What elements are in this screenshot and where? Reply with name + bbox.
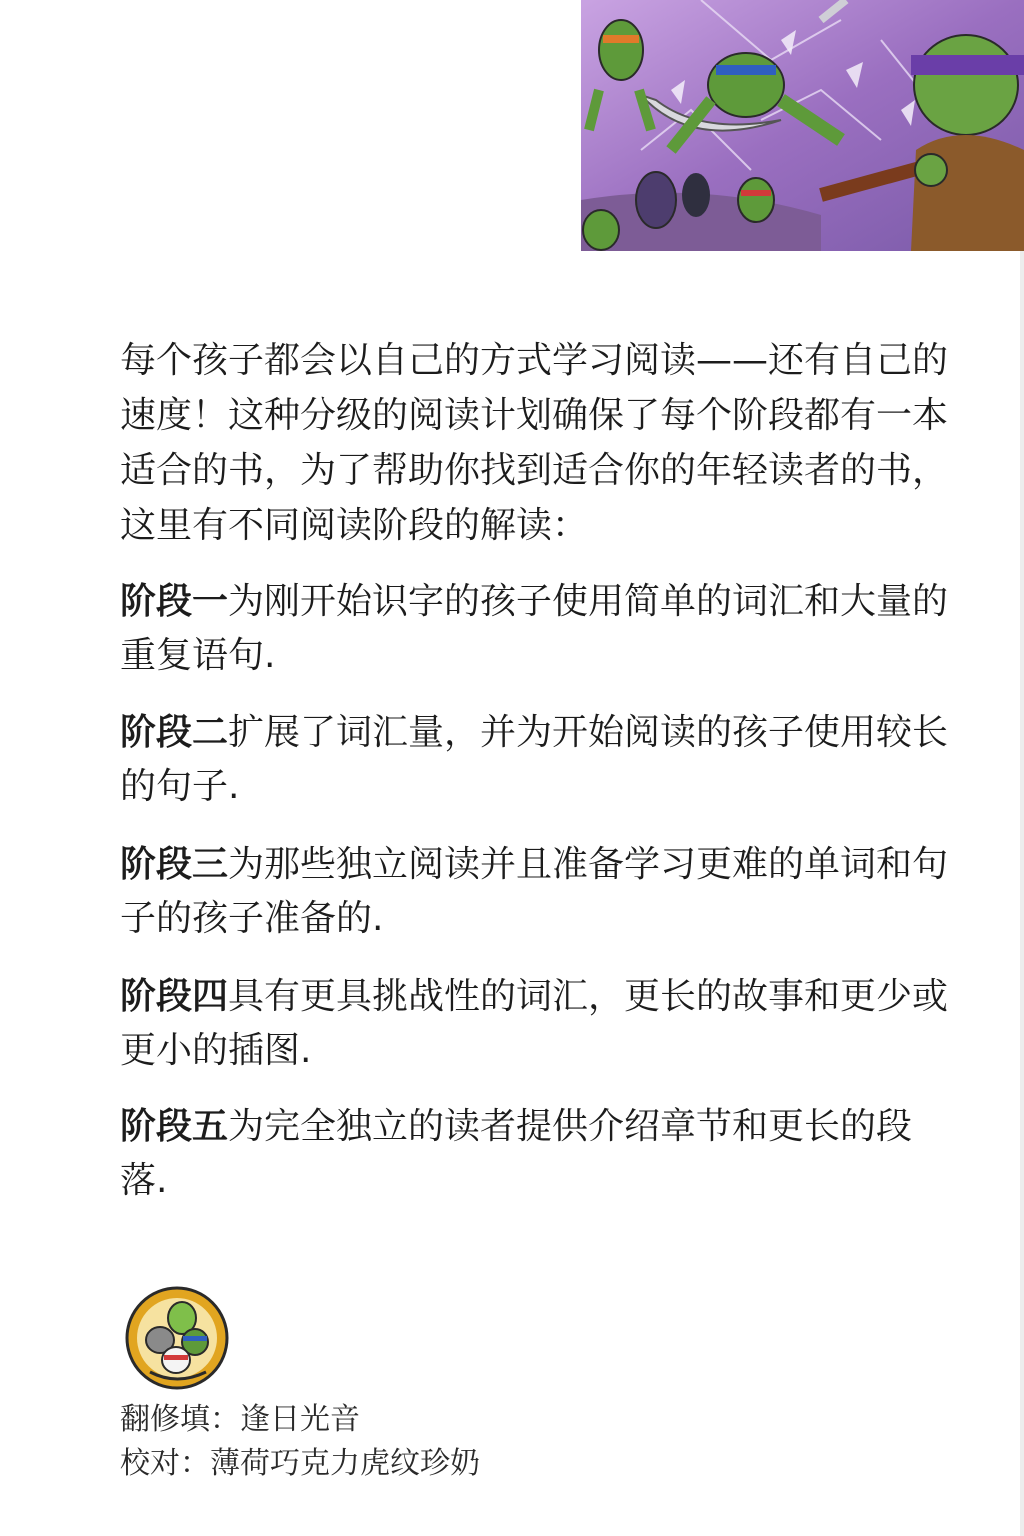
translator-label: 翻修填：: [120, 1402, 240, 1437]
level-description: 为那些独立阅读并且准备学习更难的单词和句子的孩子准备的.: [120, 844, 949, 939]
level-name: 阶段四: [120, 976, 229, 1017]
proofreader-label: 校对：: [120, 1446, 210, 1481]
proofreader-credit: [120, 1442, 480, 1486]
level-two: [120, 706, 950, 814]
proofreader-name: 薄荷巧克力虎纹珍奶: [210, 1446, 480, 1481]
translator-credit: [120, 1398, 480, 1442]
level-description: 具有更具挑战性的词汇，更长的故事和更少或更小的插图.: [120, 976, 949, 1071]
comic-illustration: [581, 0, 1024, 251]
translator-name: 逢日光音: [240, 1402, 360, 1437]
level-five: [120, 1100, 950, 1208]
level-name: 阶段二: [120, 712, 229, 753]
credits: [120, 1398, 480, 1486]
level-description: 为刚开始识字的孩子使用简单的词汇和大量的重复语句.: [120, 581, 949, 676]
level-four: [120, 970, 950, 1078]
group-logo-icon: [120, 1282, 238, 1390]
level-description: 为完全独立的读者提供介绍章节和更长的段落.: [120, 1106, 913, 1201]
level-name: 阶段三: [120, 844, 229, 885]
level-three: [120, 838, 950, 946]
level-one: [120, 575, 950, 683]
level-name: 阶段一: [120, 581, 229, 622]
intro-paragraph: 每个孩子都会以自己的方式学习阅读——还有自己的速度！这种分级的阅读计划确保了每个阶段都有一本适合的书，为了帮助你找到适合你的年轻读者的书，这里有不同阅读阶段的解读：: [120, 340, 949, 546]
level-name: 阶段五: [120, 1106, 229, 1147]
level-description: 扩展了词汇量，并为开始阅读的孩子使用较长的句子.: [120, 712, 949, 807]
